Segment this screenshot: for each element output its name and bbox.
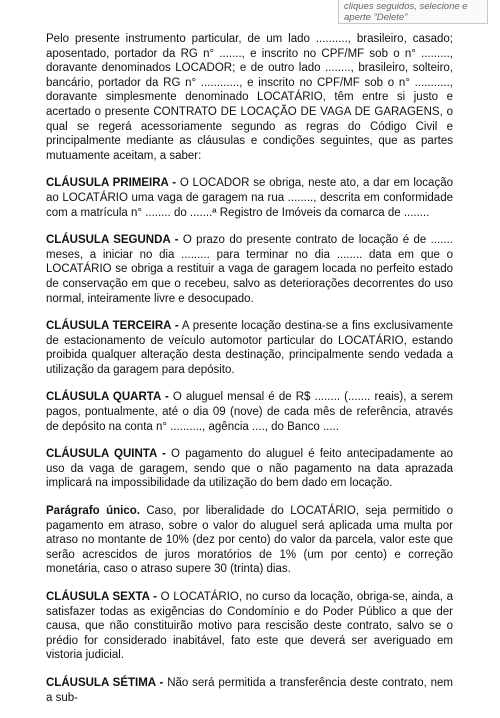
- intro-paragraph: Pelo presente instrumento particular, de um lado .........., brasileiro, casado; aposentado, portador da RG n° ......., e inscrito no CPF/MF sob o n° ........., doravante denominados LOCADOR; e de outro lado ........, brasileiro, solteiro, bancário, portador da RG n° ............, e inscrito no CPF/MF sob o n° ..........., doravante simplesmente denominado LOCATÁRIO, têm entre si justo e acertado o presente CONTRATO DE LOCAÇÃO DE VAGA DE GARAGENS, o qual se regerá acessoriamente segundo as regras do Código Civil e principalmente mediante as cláusulas e condições seguintes, que as partes mutuamente aceitam, a saber:: [46, 33, 453, 162]
- sole-paragraph: [46, 504, 453, 577]
- clause-text: O LOCATÁRIO, no curso da locação, obriga-se, ainda, a satisfazer todas as exigências do Condomínio e do Poder Público a que der causa, que não constituirão motivo para rescisão deste contrato, salvo se o prédio for considerado inabitável, fato este que deverá ser averiguado em vistoria judicial.: [46, 591, 453, 662]
- clause-text: O prazo do presente contrato de locação é de ....... meses, a iniciar no dia ......... para terminar no dia ........ data em que o LOCATÁRIO se obriga a restituir a vaga de garagem locada no perfeito estado de conservação em que o recebeu, salvo as deteriorações decorrentes do uso normal, inteiramente livre e desocupado.: [46, 234, 453, 305]
- clause-text: Não será permitida a transferência deste contrato, nem a sub-: [46, 676, 453, 704]
- clause-title: Parágrafo único.: [46, 505, 140, 518]
- clause-text: O LOCADOR se obriga, neste ato, a dar em locação ao LOCATÁRIO uma vaga de garagem na rua ........, descrita em conformidade com a matrícula n° ........ do .......ª Registro de Imóveis da comarca de ........: [46, 177, 453, 219]
- instruction-note-line: cliques seguidos, selecione e: [344, 1, 468, 12]
- clause-seventh: [46, 676, 453, 705]
- clause-sixth: [46, 590, 453, 663]
- clause-fifth: [46, 447, 453, 491]
- clause-first: [46, 176, 453, 220]
- clause-title: CLÁUSULA SEGUNDA -: [46, 234, 179, 247]
- clause-title: CLÁUSULA QUARTA -: [46, 391, 169, 404]
- contract-document: [46, 32, 453, 718]
- clause-text: A presente locação destina-se a fins exclusivamente de estacionamento de veículo automotor particular do LOCATÁRIO, estando proibida qualquer alteração desta destinação, principalmente sendo vedada a utilização da garagem para depósito.: [46, 320, 453, 376]
- clause-title: CLÁUSULA PRIMEIRA -: [46, 177, 177, 190]
- instruction-note-line: aperte “Delete”: [344, 12, 408, 23]
- clause-text: O aluguel mensal é de R$ ........ (....... reais), a serem pagos, pontualmente, até o dia 09 (nove) de cada mês de referência, através de depósito na conta n° .........., agência ...., do Banco .....: [46, 391, 453, 433]
- clause-second: [46, 233, 453, 306]
- clause-title: CLÁUSULA SÉTIMA -: [46, 676, 164, 689]
- clause-title: CLÁUSULA TERCEIRA -: [46, 320, 179, 333]
- clause-text: O pagamento do aluguel é feito antecipadamente ao uso da vaga de garagem, sendo que o não pagamento na data aprazada implicará na impossibilidade da utilização do bem dado em locação.: [46, 448, 453, 490]
- clause-fourth: [46, 390, 453, 434]
- clause-third: [46, 319, 453, 377]
- instruction-note: [338, 0, 488, 24]
- clause-text: Caso, por liberalidade do LOCATÁRIO, seja permitido o pagamento em atraso, sobre o valor do aluguel será aplicada uma multa por atraso no montante de 10% (dez por cento) do valor da parcela, valor este que serão acrescidos de juros moratórios de 1% (um por cento) e correção monetária, caso o atraso supere 30 (trinta) dias.: [46, 505, 453, 576]
- clause-title: CLÁUSULA QUINTA -: [46, 448, 166, 461]
- clause-title: CLÁUSULA SEXTA -: [46, 591, 158, 603]
